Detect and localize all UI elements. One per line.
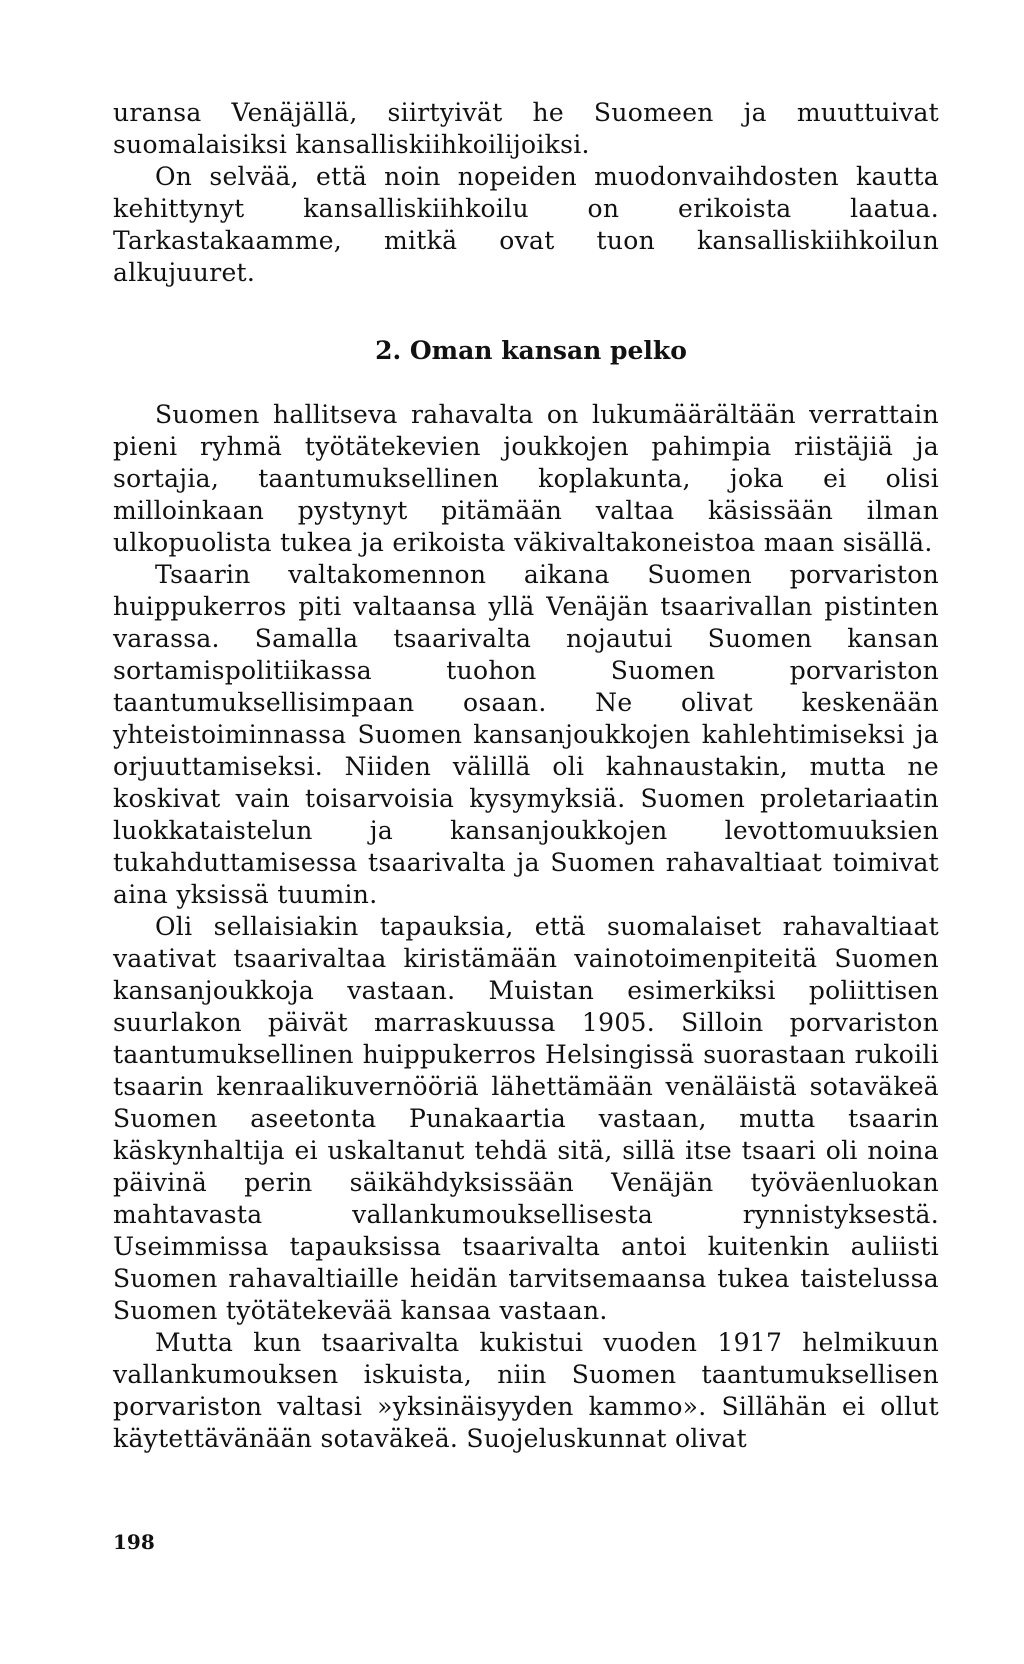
intro-paragraph-2: On selvää, että noin nopeiden muodonvaihdosten kautta kehittynyt kansalliskiihkoilu on erikoista laatua. Tarkastakaamme, mitkä ovat tuon kansalliskiihkoilun alkujuuret. (113, 162, 939, 287)
body-paragraph-2: Tsaarin valtakomennon aikana Suomen porvariston huippukerros piti valtaansa yllä Venäjän tsaarivallan pistinten varassa. Samalla tsaarivalta nojautui Suomen kansan sortamispolitiikassa tuohon Suomen porvariston taantumuksellisimpaan osaan. Ne olivat keskenään yhteistoiminnassa Suomen kansanjoukkojen kahlehtimiseksi ja orjuuttamiseksi. Niiden välillä oli kahnaustakin, mutta ne koskivat vain toisarvoisia kysymyksiä. Suomen proletariaatin luokkataistelun ja kansanjoukkojen levottomuuksien tukahduttamisessa tsaarivalta ja Suomen rahavaltiaat toimivat aina yksissä tuumin. (113, 560, 939, 909)
section-heading: 2. Oman kansan pelko (375, 336, 687, 365)
body-paragraph-3: Oli sellaisiakin tapauksia, että suomalaiset rahavaltiaat vaativat tsaarivaltaa kiristämään vainotoimenpiteitä Suomen kansanjoukkoja vastaan. Muistan esimerkiksi poliittisen suurlakon päivät marraskuussa 1905. Silloin porvariston taantumuksellinen huippukerros Helsingissä suorastaan rukoili tsaarin kenraalikuvernööriä lähettämään venäläistä sotaväkeä Suomen aseetonta Punakaartia vastaan, mutta tsaarin käskynhaltija ei uskaltanut tehdä sitä, sillä itse tsaari oli noina päivinä perin säikähdyksissään Venäjän työväenluokan mahtavasta vallankumouksellisesta rynnistyksestä. Useimmissa tapauksissa tsaarivalta antoi kuitenkin auliisti Suomen rahavaltiaille heidän tarvitsemaansa tukea taistelussa Suomen työtätekevää kansaa vastaan. (113, 912, 939, 1325)
body-paragraph-1: Suomen hallitseva rahavalta on lukumäärältään verrattain pieni ryhmä työtätekevien joukkojen pahimpia riistäjiä ja sortajia, taantumuksellinen koplakunta, joka ei olisi milloinkaan pystynyt pitämään valtaa käsissään ilman ulkopuolista tukea ja erikoista väkivaltakoneistoa maan sisällä. (113, 400, 939, 557)
intro-text (113, 97, 939, 289)
section-body (113, 399, 939, 1455)
intro-paragraph-1: uransa Venäjällä, siirtyivät he Suomeen ja muuttuivat suomalaisiksi kansalliskiihkoilijoiksi. (113, 98, 939, 159)
body-paragraph-4: Mutta kun tsaarivalta kukistui vuoden 1917 helmikuun vallankumouksen iskuista, niin Suomen taantumuksellisen porvariston valtasi »yksinäisyyden kammo». Sillähän ei ollut käytettävänään sotaväkeä. Suojeluskunnat olivat (113, 1328, 939, 1453)
page-number: 198 (113, 1530, 155, 1554)
